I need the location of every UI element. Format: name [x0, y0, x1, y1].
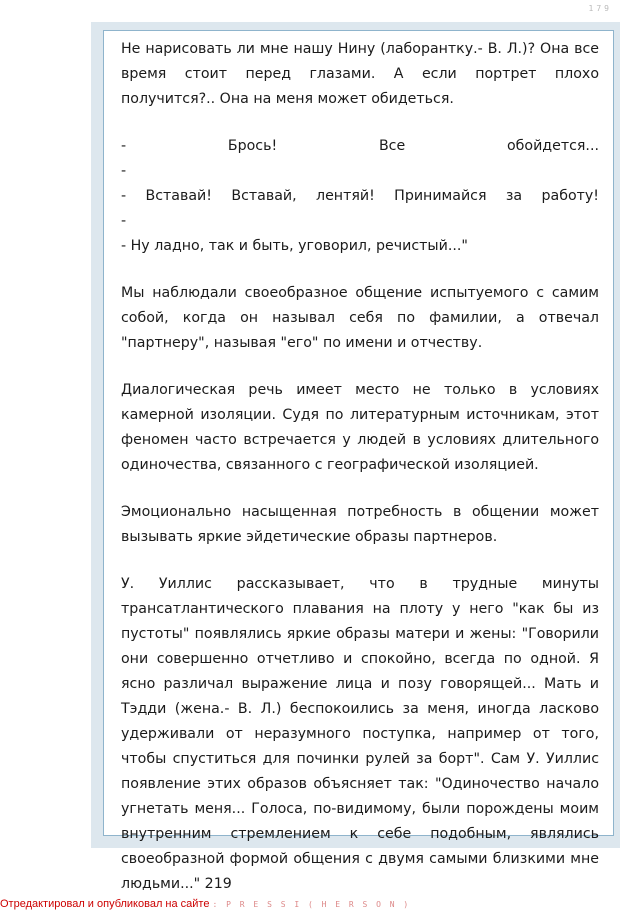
dialogue-word: Все [378, 138, 406, 154]
dialogue-word: обойдется... [506, 138, 599, 154]
dialogue-line-3 [121, 184, 599, 209]
page-number: 179 [588, 4, 612, 13]
dialogue-word: Вставай, [231, 188, 297, 204]
dialogue-word: - [121, 138, 127, 154]
dialogue-word: лентяй! [316, 188, 375, 204]
dialogue-line-4: - [121, 213, 127, 229]
text-content [121, 37, 599, 919]
dialogue-block [121, 134, 599, 259]
paragraph-4: Диалогическая речь имеет место не только в условиях камерной изоляции. Судя по литературным источникам, этот феномен часто встречается у людей в условиях длительного одиночества, связанного с географической изоляцией. [121, 382, 599, 473]
text-box [103, 30, 614, 892]
dialogue-line-5: - Ну ладно, так и быть, уговорил, речистый..." [121, 238, 468, 254]
dialogue-word: - [121, 188, 127, 204]
footer-credit [0, 898, 410, 910]
dialogue-word: Вставай! [145, 188, 212, 204]
dialogue-line-2: - [121, 163, 127, 179]
dialogue-word: Принимайся [394, 188, 487, 204]
paragraph-6: У. Уиллис рассказывает, что в трудные минуты трансатлантического плавания на плоту у него "как бы из пустоты" появлялись яркие образы матери и жены: "Говорили они совершенно отчетливо и спокойно, всегда по одной. Я ясно различал выражение лица и позу говорящей... Мать и Тэдди (жена.- В. Л.) беспокоились за меня, иногда ласково удерживали от неразумного поступка, например от того, чтобы спуститься для починки рулей за борт". Сам У. Уиллис появление этих образов объясняет так: "Одиночество начало угнетать меня... Голоса, по-видимому, были порождены моим внутренним стремлением к себе подобным, являлись своеобразной формой общения с двумя самыми близкими мне людьми..." 219 [121, 576, 599, 892]
paragraph-1: Не нарисовать ли мне нашу Нину (лаборантку.- В. Л.)? Она все время стоит перед глазами. А если портрет плохо получится?.. Она на меня может обидеться. [121, 41, 599, 107]
dialogue-line-1 [121, 134, 599, 159]
dialogue-word: работу! [541, 188, 599, 204]
dialogue-word: за [505, 188, 523, 204]
dialogue-word: Брось! [227, 138, 278, 154]
footer-site-link[interactable]: : P R E S S I ( H E R S O N ) [212, 900, 411, 909]
paragraph-3: Мы наблюдали своеобразное общение испытуемого с самим собой, когда он называл себя по фамилии, а отвечал "партнеру", называя "его" по имени и отчеству. [121, 285, 599, 351]
footer-text: Отредактировал и опубликовал на сайте [0, 898, 210, 910]
paragraph-5: Эмоционально насыщенная потребность в общении может вызывать яркие эйдетические образы партнеров. [121, 504, 599, 545]
